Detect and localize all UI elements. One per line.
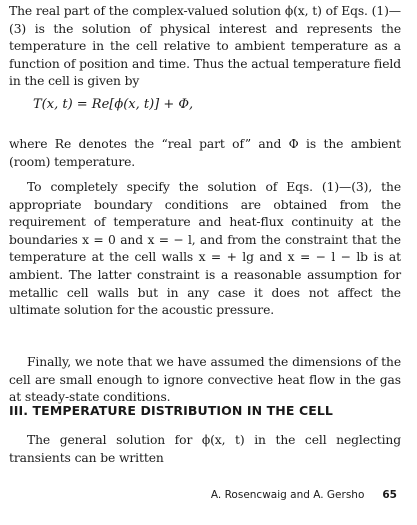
paragraph-solution-intro: The real part of the complex-valued solution ϕ(x, t) of Eqs. (1)—(3) is the solution of physical interest and represents the temperature in the cell relative to ambient temperature as a function of position and time. Thus the actual temperature field in the cell is given by <box>9 4 401 89</box>
page-footer <box>211 489 397 501</box>
footer-authors: A. Rosencwaig and A. Gersho <box>210 489 365 501</box>
paragraph-re-definition: where Re denotes the “real part of” and Φ is the ambient (room) temperature. <box>9 137 401 169</box>
paragraph-general-solution: The general solution for ϕ(x, t) in the cell neglecting transients can be written <box>9 433 401 465</box>
paragraph-boundary-conditions: To completely specify the solution of Eqs. (1)—(3), the appropriate boundary conditions are obtained from the requirement of temperature and heat-flux continuity at the boundaries x = 0 and x = − l, and from the constraint that the temperature at the cell walls x = + lg and x = − l − lb is at ambient. The latter constraint is a reasonable assumption for metallic cell walls but in any case it does not affect the ultimate solution for the acoustic pressure. <box>9 180 401 318</box>
paragraph-convective-heat: Finally, we note that we have assumed the dimensions of the cell are small enough to ignore convective heat flow in the gas at steady-state conditions. <box>9 355 401 405</box>
section-heading: III. TEMPERATURE DISTRIBUTION IN THE CELL <box>9 403 333 418</box>
temperature-equation: T(x, t) = Re[ϕ(x, t)] + Φ, <box>33 97 194 112</box>
page-number: 65 <box>382 489 397 501</box>
